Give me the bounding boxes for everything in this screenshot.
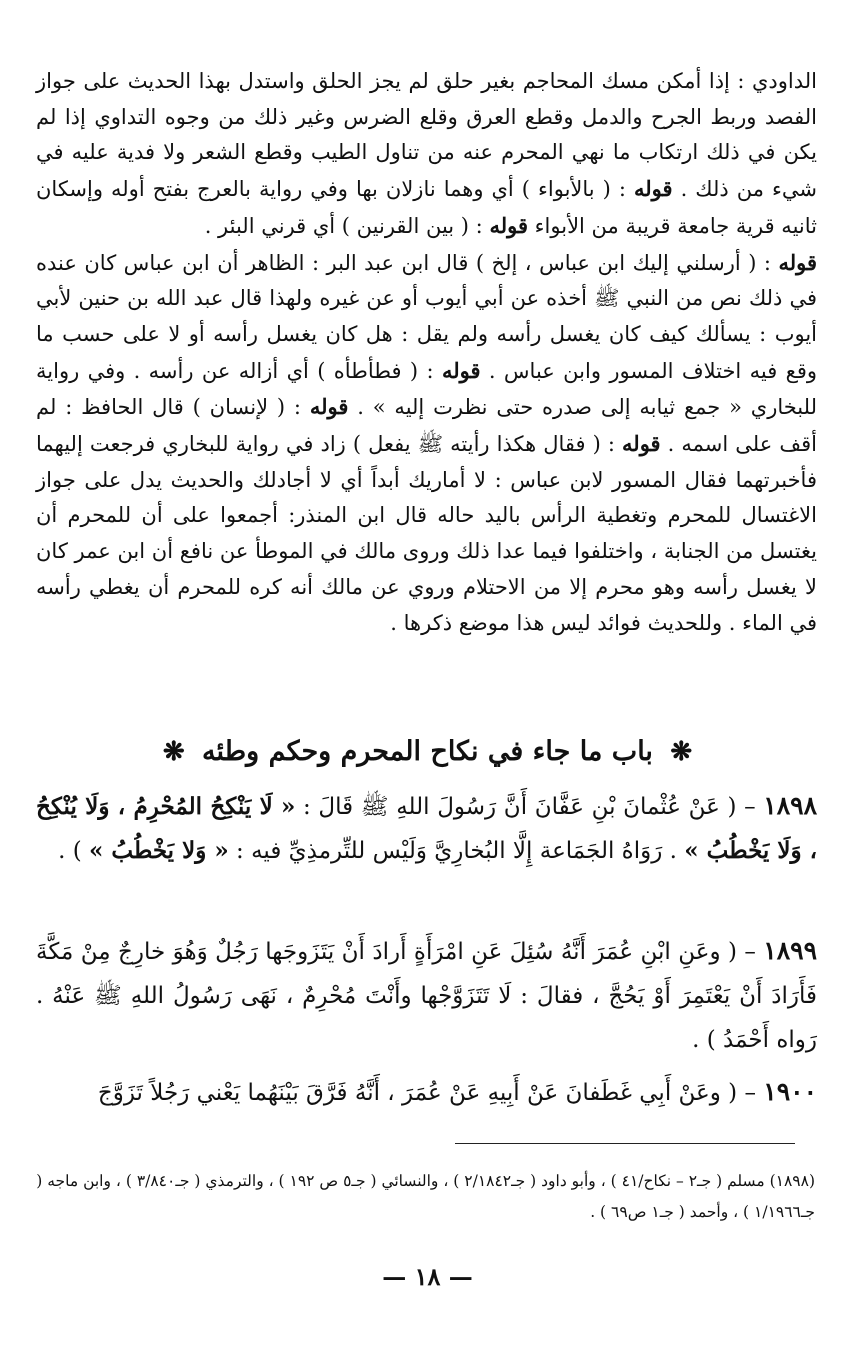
commentary-paragraph-2 (36, 245, 817, 642)
hadith-number: ١٨٩٨ (763, 791, 818, 820)
hadith-1900 (36, 1070, 817, 1115)
chapter-title-text: باب ما جاء في نكاح المحرم وحكم وطئه (202, 736, 653, 767)
commentary-block (36, 64, 817, 641)
keyword-qawluh: قوله (622, 431, 661, 457)
commentary-text: : ( بين القرنين ) أي قرني البئر . (204, 213, 483, 238)
keyword-qawluh: قوله (309, 394, 349, 420)
commentary-text: : ( لإنسان ) قال الحافظ : لم أقف على اسمه . (36, 395, 817, 457)
hadith-quote: « لَا يَنْكِحُ المُحْرِمُ ، وَلَا يُنْكِحُ ، وَلَا يَخْطُبُ » (36, 793, 817, 864)
hadith-quote: « وَلا يَخْطُبُ » (89, 837, 229, 864)
hadith-1898 (36, 784, 817, 873)
footnote-divider (455, 1143, 795, 1144)
commentary-text: : ( فطأطأه ) أي أزاله عن رأسه . وفي رواية للبخاري « جمع ثيابه إلى صدره حتى نظرت إليه » . (36, 358, 817, 420)
keyword-qawluh: قوله (489, 212, 528, 238)
hadith-text: . رَوَاهُ الجَمَاعة إِلَّا البُخارِيَّ وَلَيْس للتِّرمذِيِّ فيه : (236, 838, 677, 864)
hadith-text: – ( عَنْ عُثْمانَ بْنِ عَفَّانَ أَنَّ رَسُولَ اللهِ ﷺ قَالَ : (303, 794, 756, 820)
hadith-1899 (36, 929, 817, 1062)
chapter-heading (0, 734, 855, 770)
hadith-text: – ( وعَنْ أَبِي غَطَفانَ عَنْ أَبِيهِ عَنْ عُمَرَ ، أَنَّهُ فَرَّقَ بَيْنَهُما يَعْني رَجُلاً تَزَوَّجَ (97, 1080, 756, 1106)
hadith-number: ١٨٩٩ (763, 936, 817, 965)
commentary-text: : ( فقال هكذا رأيته ﷺ يفعل ) زاد في رواية للبخاري فرجعت إليهما فأخبرتهما فقال المسور لابن عباس : لا أماريك أبداً أي لا أجادلك والحديث يدل على جواز الاغتسال للمحرم وتغطية الرأس باليد حاله قال ابن المنذر: أجمعوا على أن للمحرم أن يغتسل من الجنابة ، واختلفوا فيما عدا ذلك وروى مالك في الموطأ عن نافع أن ابن عمر كان لا يغسل رأسه وهو محرم إلا من الاحتلام وروي عن مالك أنه كره للمحرم أن يغطي رأسه في الماء . وللحديث فوائد ليس هذا موضع ذكرها . (36, 432, 817, 635)
flower-ornament-icon: ❋ (670, 737, 693, 767)
keyword-qawluh: قوله (778, 249, 817, 275)
footnote: (١٨٩٨) مسلم ( جـ٢ – نكاح/٤١ ) ، وأبو داود ( جـ٢/١٨٤٢ ) ، والنسائي ( جـ٥ ص ١٩٢ ) ، والترمذي ( جـ٣/٨٤٠ ) ، وابن ماجه ( جـ١/١٩٦٦ ) ، وأحمد ( جـ١ ص٦٩ ) . (36, 1172, 815, 1221)
commentary-text: : ( أرسلني إليك ابن عباس ، إلخ ) قال ابن عبد البر : الظاهر أن ابن عباس كان عنده في ذلك نص من النبي ﷺ أخذه عن أبي أيوب أو عن غيره ولهذا قال عبد الله بن حنين لأبي أيوب : يسألك كيف كان يغسل رأسه ولم يقل : هل كان يغسل رأسه أو لا على حسب ما وقع فيه اختلاف المسور وابن عباس . (36, 250, 817, 383)
flower-ornament-icon: ❋ (162, 737, 185, 767)
commentary-text: الداودي : إذا أمكن مسك المحاجم بغير حلق لم يجز الحلق واستدل بهذا الحديث على جواز الفصد وربط الجرح والدمل وقطع العرق وقلع الضرس وغير ذلك من وجوه التداوي إذا لم يكن في ذلك ارتكاب ما نهي المحرم عنه من تناول الطيب وقطع الشعر ولا فدية عليه في شيء من ذلك . (36, 69, 817, 202)
hadith-text: – ( وعَنِ ابْنِ عُمَرَ أَنَّهُ سُئِلَ عَنِ امْرَأَةٍ أَرادَ أَنْ يَتَزَوجَها رَجُلٌ وَهُوَ خارِجٌ مِنْ مَكَّةَ فَأَرَادَ أَنْ يَعْتَمِرَ أَوْ يَحُجَّ ، فقالَ : لَا تَتَزَوَّجْها وأَنْتَ مُحْرِمٌ ، نَهَى رَسُولُ اللهِ ﷺ عَنْهُ . رَواه أَحْمَدُ ) . (36, 939, 817, 1053)
hadith-text: ) . (58, 838, 82, 864)
keyword-qawluh: قوله (441, 357, 481, 383)
commentary-paragraph-1 (36, 64, 817, 245)
page-number: — ١٨ — (382, 1262, 473, 1291)
hadith-number: ١٩٠٠ (763, 1077, 817, 1106)
keyword-qawluh: قوله (633, 176, 673, 202)
commentary-text: : ( بالأبواء ) أي وهما نازلان بها وفي رواية بالعرج بفتح أوله وإسكان ثانيه قرية جامعة قريبة من الأبواء (36, 177, 817, 238)
